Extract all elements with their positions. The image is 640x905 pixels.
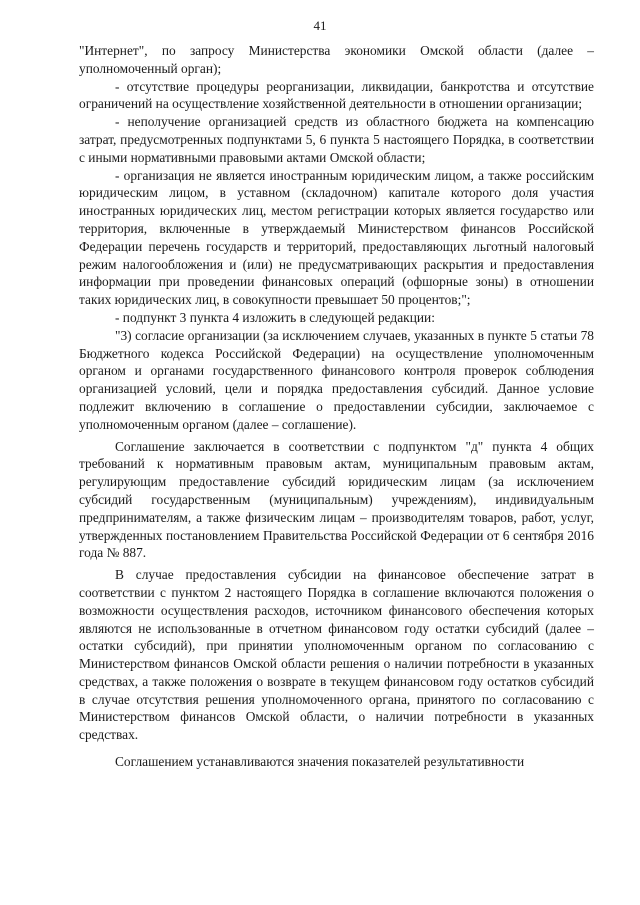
- paragraph-agreement: Соглашение заключается в соответствии с подпунктом "д" пункта 4 общих требований к нормативным правовым актам, муниципальным правовым актам, регулирующим предоставление субсидий юридическим лицам (за исключением субсидий государственным (муниципальным) учреждениям), индивидуальным предпринимателям, а также физическим лицам – производителям товаров, работ, услуг, утвержденных постановлением Правительства Российской Федерации от 6 сентября 2016 года № 887.: [79, 438, 594, 561]
- paragraph-financing: В случае предоставления субсидии на финансовое обеспечение затрат в соответствии с пунктом 2 настоящего Порядка в соглашение включаются положения о возможности осуществления расходов, источником финансового обеспечения которых являются не использованные в отчетном финансовом году остатки субсидий (далее – остатки субсидий), при принятии уполномоченным органом по согласованию с Министерством финансов Омской области решения о наличии потребности в указанных средствах, а также положения о возврате в текущем финансовом году остатков субсидий в случае отсутствия решения уполномоченного органа, принятого по согласованию с Министерством финансов Омской области, о наличии потребности в указанных средствах.: [79, 567, 594, 743]
- document-body: [79, 42, 594, 771]
- paragraph-not-foreign: - организация не является иностранным юридическим лицом, а также российским юридическим лицом, в уставном (складочном) капитале которого доля участия иностранных юридических лиц, местом регистрации которых является государство или территория, включенные в утверждаемый Министерством финансов Российской Федерации перечень государств и территорий, предоставляющих льготный налоговый режим налогообложения и (или) не предусматривающих раскрытия и предоставления информации при проведении финансовых операций (офшорные зоны) в отношении таких юридических лиц, в совокупности превышает 50 процентов;";: [79, 167, 594, 308]
- paragraph-indicators: Соглашением устанавливаются значения показателей результативности: [115, 754, 525, 770]
- paragraph-subpoint-3: - подпункт 3 пункта 4 изложить в следующей редакции:: [115, 309, 435, 325]
- paragraph-consent: "3) согласие организации (за исключением случаев, указанных в пункте 5 статьи 78 Бюджетного кодекса Российской Федерации) на осуществление уполномоченным органом и органами государственного финансового контроля проверок соблюдения организацией условий, цели и порядка предоставления субсидий. Данное условие подлежит включению в соглашение о предоставлении субсидии, заключаемое с уполномоченным органом (далее – соглашение).: [79, 327, 594, 432]
- paragraph-no-budget-funds: - неполучение организацией средств из областного бюджета на компенсацию затрат, предусмотренных подпунктами 5, 6 пункта 5 настоящего Порядка, в соответствии с иными нормативными правовыми актами Омской области;: [79, 114, 594, 165]
- paragraph-internet: "Интернет", по запросу Министерства экономики Омской области (далее – уполномоченный орган);: [79, 43, 594, 76]
- paragraph-no-reorganization: - отсутствие процедуры реорганизации, ликвидации, банкротства и отсутствие ограничений на осуществление хозяйственной деятельности в отношении организации;: [79, 78, 594, 112]
- page-number: 41: [313, 18, 327, 33]
